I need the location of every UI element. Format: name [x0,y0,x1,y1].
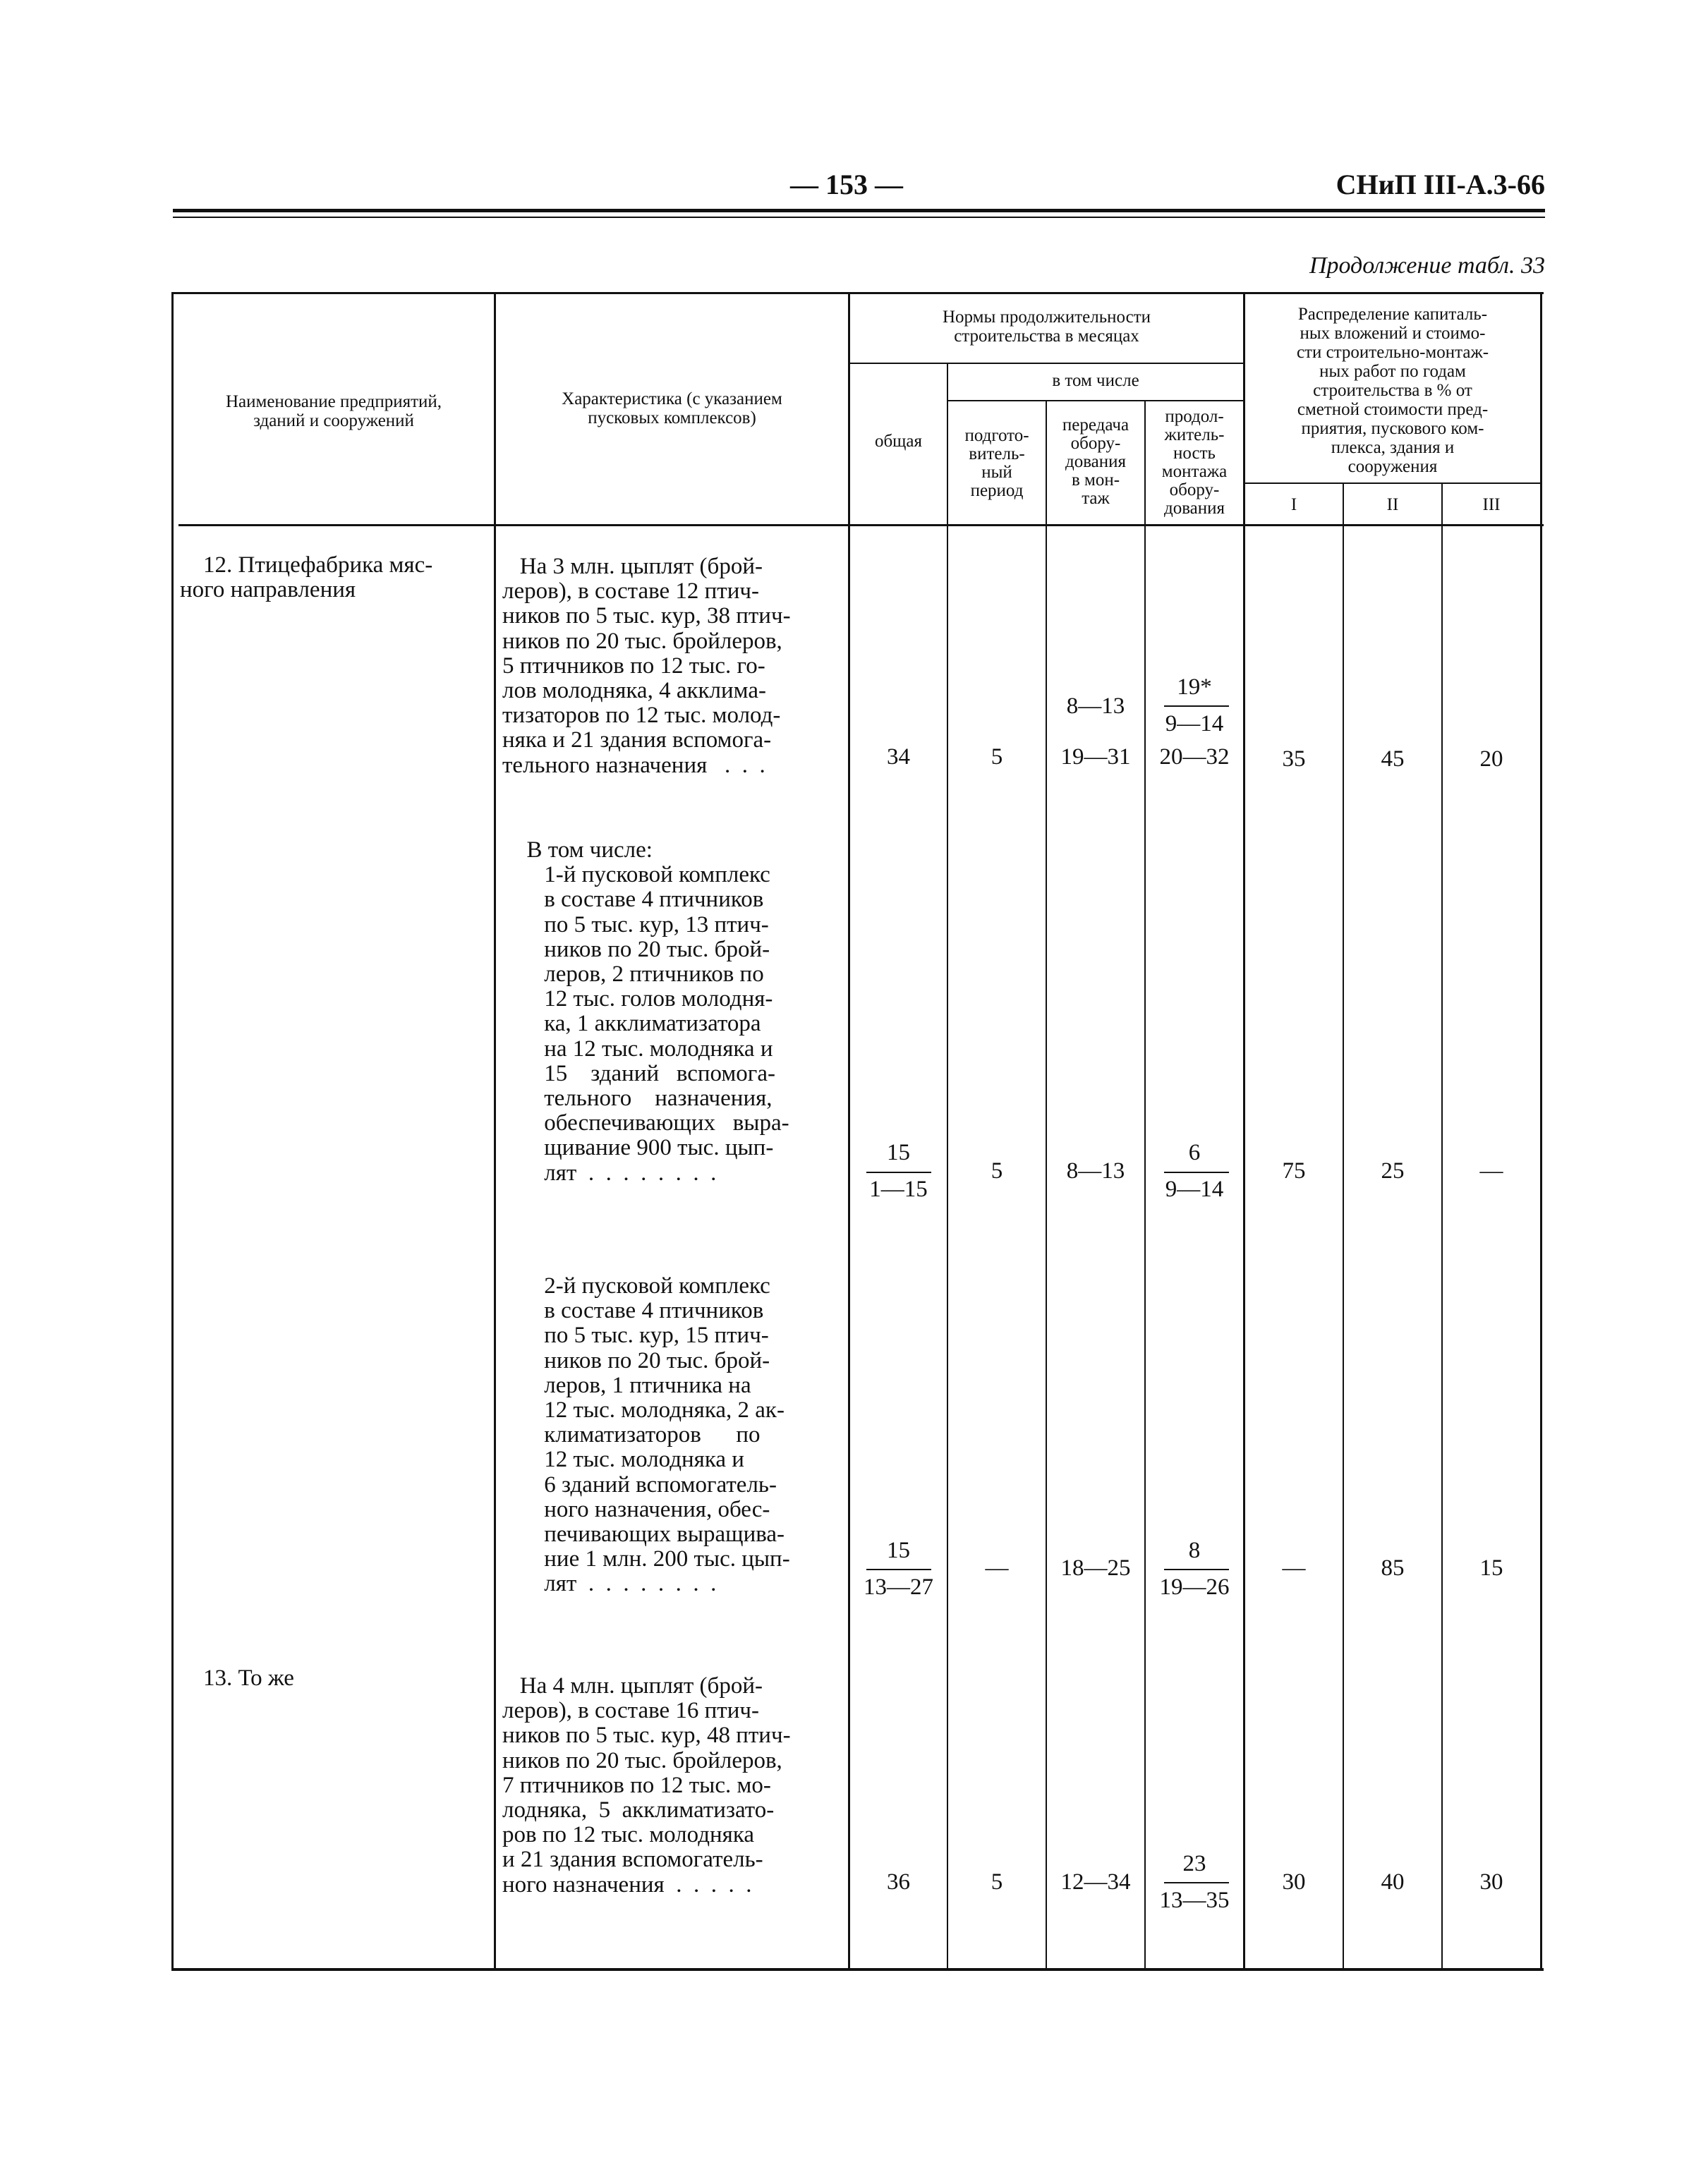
cell-year-3: 20 [1479,746,1503,772]
header-total: общая [874,432,923,451]
fraction-bar [1164,1172,1229,1173]
header-rule [173,209,1545,212]
cell-prep: 5 [991,1158,1003,1184]
cell-install-top: 8 [1188,1538,1201,1563]
header-year-1: I [1290,495,1297,514]
header-name: Наименование предприятий, зданий и сооружений [225,392,442,430]
cell-install-bottom: 20—32 [1159,744,1230,770]
fraction-bar [1164,705,1229,707]
cell-year-1: 75 [1282,1158,1306,1184]
fraction-bar [866,1569,931,1570]
row-name: 13. То же [180,1665,294,1691]
cell-transfer-bottom: 19—31 [1060,744,1131,770]
header-transfer: передача обору- дования в мон- таж [1062,415,1129,508]
header-rule-thin [173,217,1545,218]
cell-install-top: 19* [1177,674,1212,700]
cell-total-bottom: 1—15 [869,1177,928,1202]
cell-prep: 5 [991,744,1003,770]
row-characteristic: В том числе: 1-й пусковой комплекс в составе 4 птичников по 5 тыс. кур, 13 птич- ников по 20 тыс. брой- леров, 2 птичников по 12 тыс. голов молодня- ка, 1 акклиматизатора на 12 тыс. молодняка и 15 зданий вспомога- тельного назначения, обеспечивающих выра- щивание 900 тыс. цып- лят . . . . . . . . [526,837,789,1186]
cell-total: 34 [887,744,910,770]
cell-transfer-top: 8—13 [1066,693,1125,719]
header-year-3: III [1482,495,1501,514]
cell-year-2: 25 [1381,1158,1405,1184]
cell-install-bottom: 19—26 [1159,1574,1230,1600]
header-distribution: Распределение капиталь- ных вложений и стоимо- сти строительно-монтаж- ных работ по годам строительства в % от сметной стоимости пред- приятия, пускового ком- плекса, здания и сооружения [1296,305,1489,476]
fraction-bar [1164,1882,1229,1883]
cell-year-1: — [1282,1555,1306,1581]
cell-year-2: 40 [1381,1869,1405,1895]
row-characteristic: На 3 млн. цыплят (брой- леров), в составе 12 птич- ников по 5 тыс. кур, 38 птич- ников по 20 тыс. бройлеров, 5 птичников по 12 тыс. го- лов молодняка, 4 акклима- тизаторов по 12 тыс. молод- няка и 21 здания вспомога- тельного назначения . . . [502,554,791,778]
cell-total: 36 [887,1869,910,1895]
fraction-bar [1164,1569,1229,1570]
cell-prep: — [985,1555,1009,1581]
cell-install-mid: 9—14 [1165,711,1224,736]
header-including: в том числе [1052,371,1139,390]
cell-total-bottom: 13—27 [864,1574,933,1600]
row-name: 12. Птицефабрика мяс- ного направления [180,552,433,603]
cell-transfer: 12—34 [1060,1869,1131,1895]
page-number: — 153 — [790,169,903,200]
cell-year-2: 85 [1381,1555,1405,1581]
table-caption: Продолжение табл. 33 [1309,253,1545,279]
cell-year-3: 30 [1479,1869,1503,1895]
header-prep: подгото- витель- ный период [964,426,1029,500]
cell-prep: 5 [991,1869,1003,1895]
row-characteristic: На 4 млн. цыплят (брой- леров), в составе 16 птич- ников по 5 тыс. кур, 48 птич- ников по 20 тыс. бройлеров, 7 птичников по 12 тыс. мо- лодняка, 5 акклиматизато- ров по 12 тыс. молодняка и 21 здания вспомогатель- ного назначения . . . . . [502,1673,791,1898]
cell-install-top: 23 [1182,1851,1206,1876]
cell-install-bottom: 9—14 [1165,1177,1224,1202]
header-year-2: II [1386,495,1399,514]
header-characteristic: Характеристика (с указанием пусковых комплексов) [562,389,782,427]
cell-total-top: 15 [887,1538,910,1563]
cell-transfer: 8—13 [1066,1158,1125,1184]
cell-year-3: 15 [1479,1555,1503,1581]
cell-install-top: 6 [1188,1140,1201,1165]
header-install: продол- житель- ность монтажа обору- дования [1161,407,1228,518]
row-characteristic: 2-й пусковой комплекс в составе 4 птичников по 5 тыс. кур, 15 птич- ников по 20 тыс. брой- леров, 1 птичника на 12 тыс. молодняка, 2 ак- климатизаторов по 12 тыс. молодняка и 6 зданий вспомогатель- ного назначения, обес- печивающих выращива- ние 1 млн. 200 тыс. цып- лят . . . . . . . . [544,1273,790,1597]
cell-install-bottom: 13—35 [1159,1888,1230,1913]
cell-total-top: 15 [887,1140,910,1165]
cell-year-2: 45 [1381,746,1405,772]
document-code: СНиП III-А.3-66 [1335,169,1545,200]
cell-year-1: 30 [1282,1869,1306,1895]
fraction-bar [866,1172,931,1173]
header-norms: Нормы продолжительности строительства в месяцах [942,308,1151,346]
cell-year-1: 35 [1282,746,1306,772]
cell-transfer: 18—25 [1060,1555,1131,1581]
cell-year-3: — [1479,1158,1503,1184]
